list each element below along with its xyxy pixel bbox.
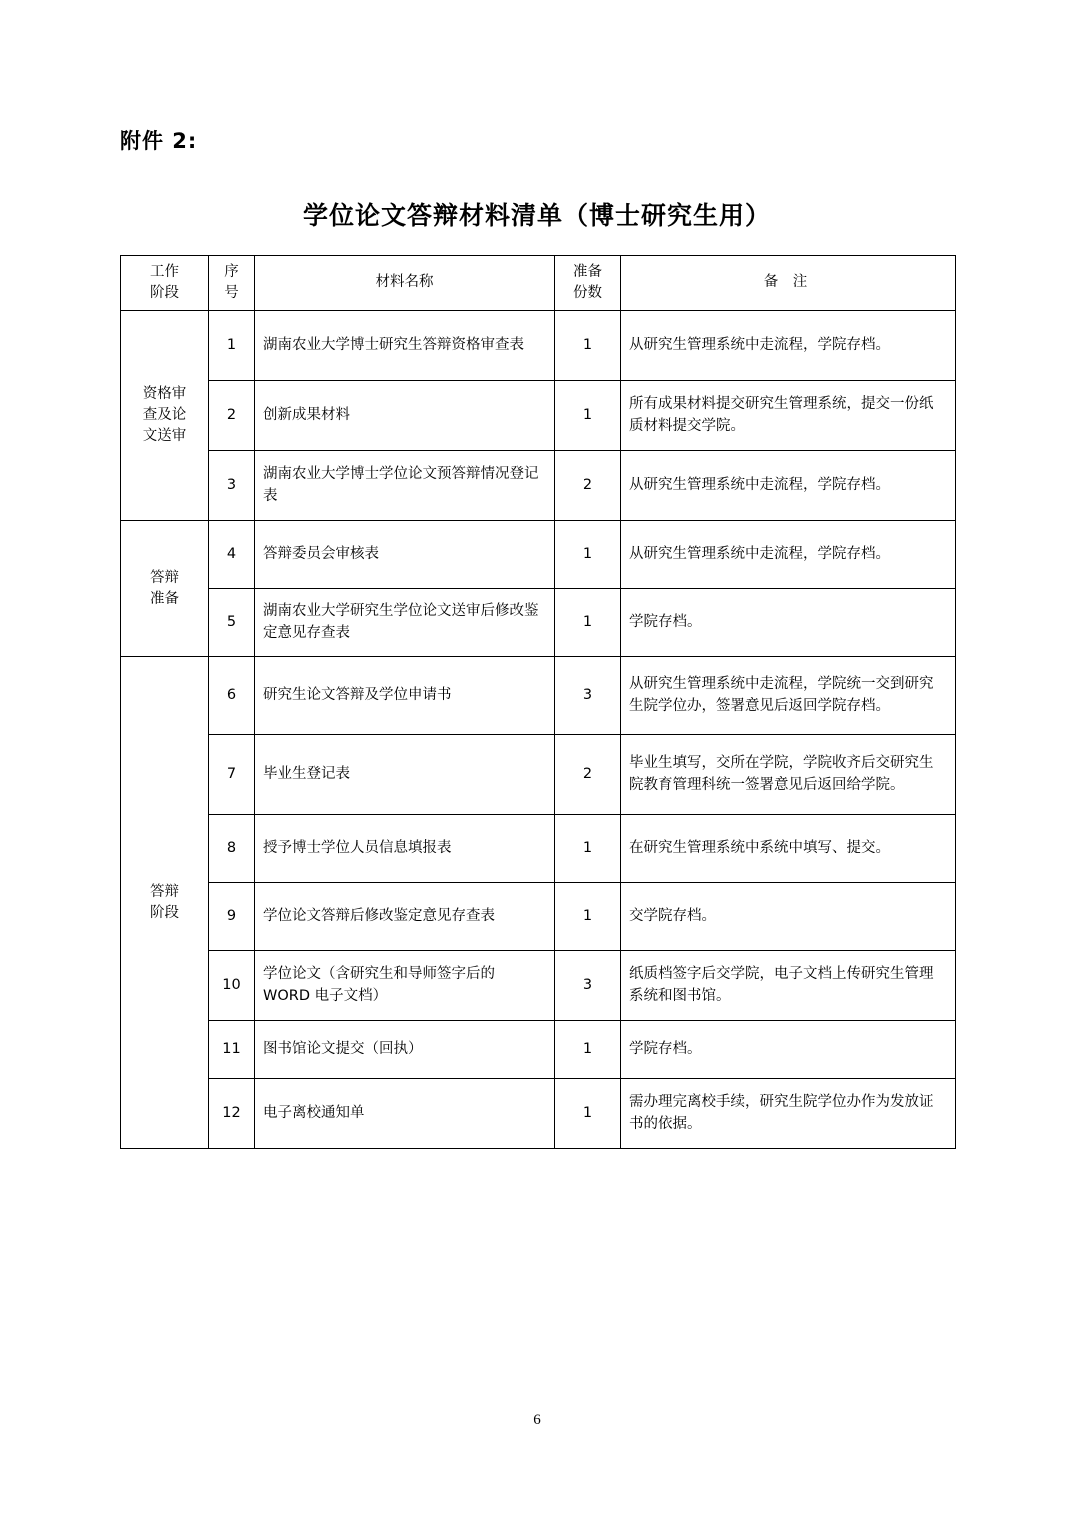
column-header-no-line1: 序 (224, 264, 239, 280)
row-no: 3 (209, 451, 255, 521)
row-copies: 2 (555, 735, 621, 815)
stage-cell-1-line2: 查及论 (142, 407, 187, 424)
row-copies: 3 (555, 657, 621, 735)
row-copies: 1 (555, 311, 621, 381)
table-body (121, 311, 956, 1149)
column-header-stage-line1: 工作 (150, 264, 179, 280)
row-copies: 1 (555, 589, 621, 657)
table-row (121, 1021, 956, 1079)
row-no: 12 (209, 1079, 255, 1149)
row-material-name: 答辩委员会审核表 (255, 521, 555, 589)
row-no: 8 (209, 815, 255, 883)
column-header-copies-line1: 准备 (573, 264, 602, 280)
stage-cell-3 (121, 657, 209, 1149)
stage-cell-3-line2: 阶段 (150, 904, 179, 921)
row-material-name: 学位论文答辩后修改鉴定意见存查表 (255, 883, 555, 951)
row-material-name: 授予博士学位人员信息填报表 (255, 815, 555, 883)
row-remark: 学院存档。 (621, 589, 956, 657)
row-copies: 1 (555, 815, 621, 883)
row-no: 9 (209, 883, 255, 951)
row-no: 1 (209, 311, 255, 381)
table-row (121, 657, 956, 735)
table-row (121, 311, 956, 381)
materials-table (120, 255, 956, 1149)
row-no: 4 (209, 521, 255, 589)
column-header-remark: 备 注 (621, 256, 956, 311)
column-header-stage-line2: 阶段 (150, 285, 179, 302)
table-row (121, 883, 956, 951)
row-remark: 从研究生管理系统中走流程，学院存档。 (621, 521, 956, 589)
row-material-name: 电子离校通知单 (255, 1079, 555, 1149)
column-header-no (209, 256, 255, 311)
column-header-material-name: 材料名称 (255, 256, 555, 311)
row-remark: 交学院存档。 (621, 883, 956, 951)
row-remark: 纸质档签字后交学院，电子文档上传研究生管理系统和图书馆。 (621, 951, 956, 1021)
page-number: 6 (533, 1412, 541, 1428)
row-copies: 3 (555, 951, 621, 1021)
row-no: 5 (209, 589, 255, 657)
table-row (121, 589, 956, 657)
row-remark: 从研究生管理系统中走流程，学院存档。 (621, 451, 956, 521)
column-header-stage (121, 256, 209, 311)
stage-cell-1 (121, 311, 209, 521)
row-no: 7 (209, 735, 255, 815)
row-copies: 2 (555, 451, 621, 521)
column-header-copies (555, 256, 621, 311)
row-remark: 所有成果材料提交研究生管理系统，提交一份纸质材料提交学院。 (621, 381, 956, 451)
row-material-name: 图书馆论文提交（回执） (255, 1021, 555, 1079)
table-row (121, 451, 956, 521)
page-title: 学位论文答辩材料清单（博士研究生用） (302, 201, 771, 230)
row-material-name: 学位论文（含研究生和导师签字后的 WORD 电子文档） (255, 951, 555, 1021)
table-row (121, 735, 956, 815)
row-material-name: 毕业生登记表 (255, 735, 555, 815)
stage-cell-3-line1: 答辩 (150, 883, 179, 900)
row-no: 6 (209, 657, 255, 735)
row-remark: 从研究生管理系统中走流程，学院统一交到研究生院学位办，签署意见后返回学院存档。 (621, 657, 956, 735)
row-material-name: 湖南农业大学研究生学位论文送审后修改鉴定意见存查表 (255, 589, 555, 657)
stage-cell-2-line2: 准备 (150, 590, 179, 607)
stage-cell-1-line1: 资格审 (142, 386, 187, 402)
row-copies: 1 (555, 521, 621, 589)
row-material-name: 湖南农业大学博士研究生答辩资格审查表 (255, 311, 555, 381)
row-remark: 毕业生填写，交所在学院，学院收齐后交研究生院教育管理科统一签署意见后返回给学院。 (621, 735, 956, 815)
table-row (121, 951, 956, 1021)
row-no: 11 (209, 1021, 255, 1079)
column-header-no-line2: 号 (224, 285, 239, 302)
row-copies: 1 (555, 883, 621, 951)
stage-cell-1-line3: 文送审 (142, 428, 187, 445)
row-copies: 1 (555, 1079, 621, 1149)
attachment-label: 附件 2: (120, 129, 198, 153)
table-row (121, 521, 956, 589)
row-no: 2 (209, 381, 255, 451)
stage-cell-2-line1: 答辩 (150, 569, 179, 586)
row-copies: 1 (555, 1021, 621, 1079)
row-remark: 学院存档。 (621, 1021, 956, 1079)
table-header (121, 256, 956, 311)
table-row (121, 381, 956, 451)
row-remark: 需办理完离校手续，研究生院学位办作为发放证书的依据。 (621, 1079, 956, 1149)
table-row (121, 1079, 956, 1149)
column-header-copies-line2: 份数 (573, 285, 602, 302)
row-no: 10 (209, 951, 255, 1021)
stage-cell-2 (121, 521, 209, 657)
row-remark: 在研究生管理系统中系统中填写、提交。 (621, 815, 956, 883)
table-row (121, 815, 956, 883)
row-copies: 1 (555, 381, 621, 451)
table-header-row (121, 256, 956, 311)
row-material-name: 湖南农业大学博士学位论文预答辩情况登记表 (255, 451, 555, 521)
row-material-name: 创新成果材料 (255, 381, 555, 451)
row-remark: 从研究生管理系统中走流程，学院存档。 (621, 311, 956, 381)
row-material-name: 研究生论文答辩及学位申请书 (255, 657, 555, 735)
